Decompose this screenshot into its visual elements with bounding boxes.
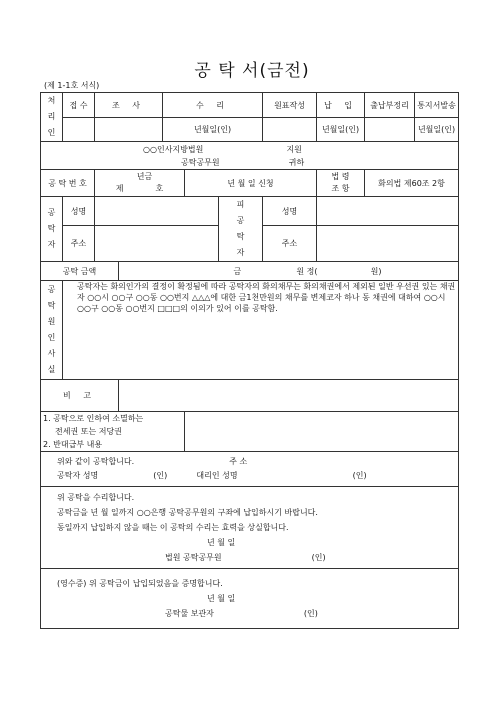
col-notice: 통지서발송 xyxy=(415,93,459,118)
cause-label: 공 탁 원 인 사 실 xyxy=(41,281,63,380)
cause-text[interactable]: 공탁자는 화의인가의 결정이 확정됨에 따라 공탁자의 화의채무는 화의채권에서 제외된 일반 우선권 있는 채권자 ○○시 ○○구 ○○동 ○○번지 △△△에 대한 금1천만원의 채무를 변제코자 하나 동 채권에 대하여 ○○시 ○○구 ○○동 ○○번지 □□□의 이의가 있어 이를 공탁함. xyxy=(63,281,459,380)
page-title: 공 탁 서(금전) xyxy=(194,61,310,81)
col-pay: 납 입 xyxy=(317,93,365,118)
inspect-cell[interactable] xyxy=(95,118,163,142)
receipt-cell[interactable] xyxy=(63,118,95,142)
depositor-label: 공 탁 자 xyxy=(41,197,63,262)
depositor-address-label: 주소 xyxy=(63,226,95,262)
col-inspect: 조 사 xyxy=(95,93,163,118)
col-origin: 원표작성 xyxy=(263,93,317,118)
remarks-label: 비 고 xyxy=(41,380,119,412)
depositor-address-field[interactable] xyxy=(95,226,219,262)
form-number: (제 1-1호 서식) xyxy=(44,81,100,90)
apply-date[interactable]: 년 월 일 신청 xyxy=(185,170,317,197)
declaration-block: 위와 같이 공탁합니다. 주 소 공탁자 성명 (인) 대리인 성명 (인) xyxy=(41,452,459,487)
officer-label: 공탁공무원 xyxy=(181,157,220,167)
depositee-label: 피 공 탁 자 xyxy=(219,197,263,262)
depositee-name-label: 성명 xyxy=(263,197,317,226)
depositee-name-field[interactable] xyxy=(317,197,459,226)
col-ledger: 출납부정리 xyxy=(365,93,415,118)
extinguish-field[interactable] xyxy=(185,412,459,452)
col-accept: 수 리 xyxy=(163,93,263,118)
amount-label: 공탁 금액 xyxy=(41,262,119,281)
chaeri-label: 처 리 인 xyxy=(41,93,63,142)
court-name: ○○인사지방법원 xyxy=(143,144,204,154)
origin-cell[interactable] xyxy=(263,118,317,142)
pay-date[interactable]: 년월일(인) xyxy=(317,118,365,142)
depositee-address-label: 주소 xyxy=(263,226,317,262)
extinguish-label: 1. 공탁으로 인하여 소멸하는 전세권 또는 저당권 2. 반대급부 내용 xyxy=(41,412,185,452)
amount-field[interactable]: 금 원 정( 원) xyxy=(119,262,459,281)
deposit-number-cell[interactable]: 년금 제 호 xyxy=(95,170,185,197)
depositor-name-label: 성명 xyxy=(63,197,95,226)
remarks-field[interactable] xyxy=(119,380,459,412)
depositee-address-field[interactable] xyxy=(317,226,459,262)
addressee-block xyxy=(41,142,459,170)
deposit-form xyxy=(40,92,459,629)
deposit-number-label: 공 탁 번 호 xyxy=(41,170,95,197)
honorific-label: 귀하 xyxy=(288,157,305,167)
col-receipt: 접 수 xyxy=(63,93,95,118)
branch-label: 지원 xyxy=(286,144,302,154)
notice-date[interactable]: 년월일(인) xyxy=(415,118,459,142)
receipt-block: (영수증) 위 공탁금이 납입되었음을 증명합니다. 년 월 일 공탁물 보관자 (인) xyxy=(41,569,459,629)
depositor-name-field[interactable] xyxy=(95,197,219,226)
ledger-cell[interactable] xyxy=(365,118,415,142)
law-value[interactable]: 화의법 제60조 2항 xyxy=(365,170,459,197)
accept-date[interactable]: 년월일(인) xyxy=(163,118,263,142)
law-label: 법 령 조 항 xyxy=(317,170,365,197)
acceptance-block: 위 공탁을 수리합니다. 공탁금을 년 월 일까지 ○○은행 공탁공무원의 구좌에 납입하시기 바랍니다. 동일까지 납입하지 않을 때는 이 공탁의 수리는 효력을 상실합니다. 년 월 일 법원 공탁공무원 (인) xyxy=(41,487,459,569)
